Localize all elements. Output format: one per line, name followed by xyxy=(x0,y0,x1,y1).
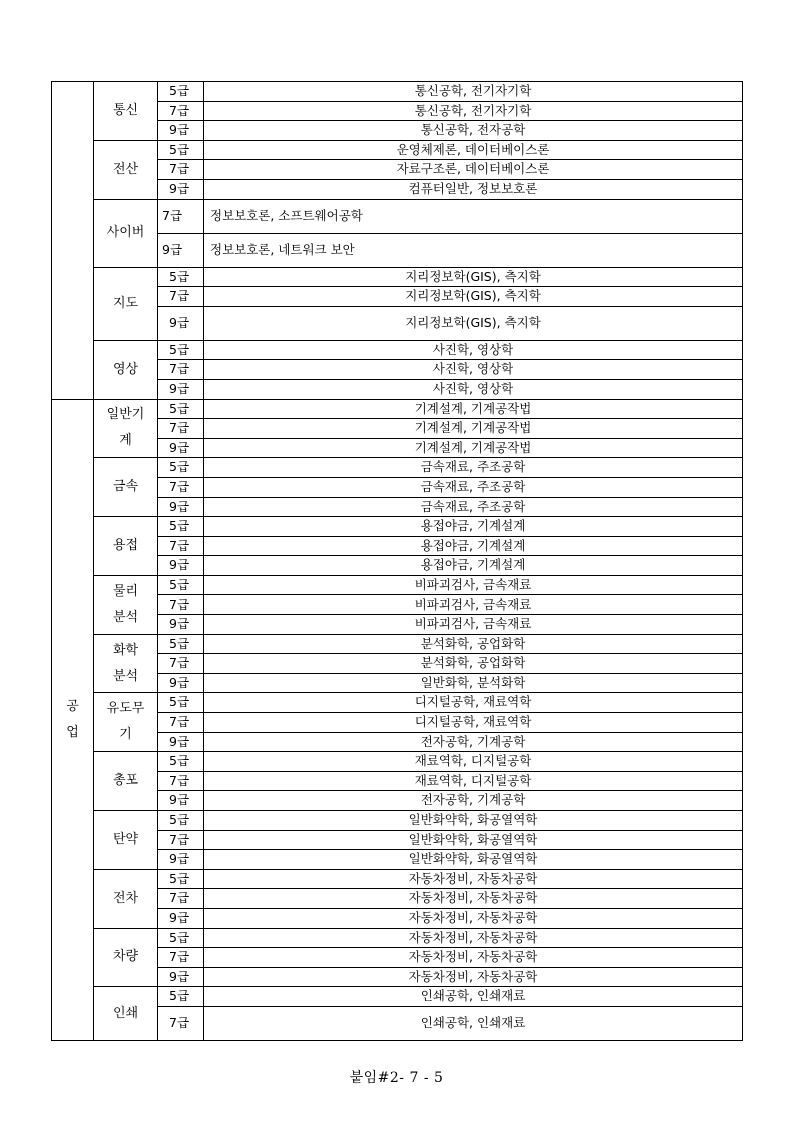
table-row xyxy=(52,869,743,889)
table-row xyxy=(52,140,743,160)
subjects-cell: 지리정보학(GIS), 측지학 xyxy=(204,306,743,340)
grade-cell: 9급 xyxy=(158,121,204,141)
grade-cell: 9급 xyxy=(158,379,204,399)
grade-cell: 7급 xyxy=(158,713,204,733)
subjects-cell: 전자공학, 기계공학 xyxy=(204,732,743,752)
grade-cell: 9급 xyxy=(158,850,204,870)
grade-cell: 5급 xyxy=(158,634,204,654)
grade-cell: 7급 xyxy=(158,419,204,439)
grade-cell: 5급 xyxy=(158,399,204,419)
grade-cell: 7급 xyxy=(158,287,204,307)
table-row xyxy=(52,634,743,654)
grade-cell: 9급 xyxy=(158,673,204,693)
grade-cell: 9급 xyxy=(158,556,204,576)
subjects-cell: 일반화약학, 화공열역학 xyxy=(204,830,743,850)
grade-cell: 5급 xyxy=(158,340,204,360)
grade-cell: 5급 xyxy=(158,517,204,537)
table-row xyxy=(52,752,743,772)
subjects-cell: 일반화약학, 화공열역학 xyxy=(204,811,743,831)
series-cell xyxy=(94,693,158,752)
table-row xyxy=(52,517,743,537)
grade-cell: 7급 xyxy=(158,889,204,909)
series-cell xyxy=(94,199,158,267)
subjects-cell: 디지털공학, 재료역학 xyxy=(204,693,743,713)
grade-cell: 5급 xyxy=(158,458,204,478)
series-label: 일반기 계 xyxy=(106,407,145,449)
table-row xyxy=(52,575,743,595)
subjects-cell: 자동차정비, 자동차공학 xyxy=(204,948,743,968)
grade-cell: 9급 xyxy=(158,908,204,928)
subjects-cell: 분석화학, 공업화학 xyxy=(204,654,743,674)
category-cell xyxy=(52,399,94,1040)
table-row xyxy=(52,928,743,948)
subjects-cell: 비파괴검사, 금속재료 xyxy=(204,575,743,595)
subjects-cell: 컴퓨터일반, 정보보호론 xyxy=(204,179,743,199)
grade-cell: 7급 xyxy=(158,595,204,615)
table-row xyxy=(52,82,743,102)
subjects-cell: 전자공학, 기계공학 xyxy=(204,791,743,811)
grade-cell: 9급 xyxy=(158,732,204,752)
grade-cell: 7급 xyxy=(158,199,204,233)
subjects-cell: 디지털공학, 재료역학 xyxy=(204,713,743,733)
subjects-cell: 재료역학, 디지털공학 xyxy=(204,752,743,772)
series-cell xyxy=(94,634,158,693)
table-row xyxy=(52,987,743,1007)
series-cell xyxy=(94,928,158,987)
subjects-cell: 자동차정비, 자동차공학 xyxy=(204,889,743,909)
grade-cell: 5급 xyxy=(158,869,204,889)
series-label: 차량 xyxy=(112,949,139,965)
page-footer: 붙임#2- 7 - 5 xyxy=(349,1070,444,1086)
subjects-cell: 지리정보학(GIS), 측지학 xyxy=(204,267,743,287)
grade-cell: 5급 xyxy=(158,928,204,948)
series-label: 전차 xyxy=(112,890,139,906)
series-cell xyxy=(94,140,158,199)
subjects-cell: 재료역학, 디지털공학 xyxy=(204,771,743,791)
subjects-cell: 사진학, 영상학 xyxy=(204,340,743,360)
subjects-cell: 금속재료, 주조공학 xyxy=(204,458,743,478)
subjects-cell: 기계설계, 기계공작법 xyxy=(204,438,743,458)
series-label: 전산 xyxy=(112,161,139,177)
series-cell xyxy=(94,575,158,634)
table-row xyxy=(52,267,743,287)
series-label: 총포 xyxy=(112,773,139,789)
series-label: 금속 xyxy=(112,479,139,495)
subjects-cell: 통신공학, 전기자기학 xyxy=(204,101,743,121)
grade-cell: 5급 xyxy=(158,267,204,287)
exam-subject-table xyxy=(51,81,743,1041)
series-label: 유도무 기 xyxy=(106,701,145,743)
table-row xyxy=(52,811,743,831)
series-label: 지도 xyxy=(112,295,139,311)
subjects-cell: 금속재료, 주조공학 xyxy=(204,477,743,497)
series-label: 인쇄 xyxy=(112,1005,139,1021)
grade-cell: 5급 xyxy=(158,987,204,1007)
subjects-cell: 자동차정비, 자동차공학 xyxy=(204,928,743,948)
grade-cell: 7급 xyxy=(158,948,204,968)
grade-cell: 9급 xyxy=(158,306,204,340)
series-label: 영상 xyxy=(112,361,139,377)
grade-cell: 5급 xyxy=(158,752,204,772)
series-label: 탄약 xyxy=(112,831,139,847)
grade-cell: 7급 xyxy=(158,830,204,850)
subjects-cell: 지리정보학(GIS), 측지학 xyxy=(204,287,743,307)
subjects-cell: 인쇄공학, 인쇄재료 xyxy=(204,987,743,1007)
subjects-cell: 자동차정비, 자동차공학 xyxy=(204,908,743,928)
category-label: 공 업 xyxy=(66,698,79,740)
table-row xyxy=(52,399,743,419)
grade-cell: 9급 xyxy=(158,233,204,267)
subjects-cell: 일반화학, 분석화학 xyxy=(204,673,743,693)
series-label: 물리 분석 xyxy=(112,583,139,625)
subjects-cell: 인쇄공학, 인쇄재료 xyxy=(204,1006,743,1040)
series-label: 용접 xyxy=(112,537,139,553)
grade-cell: 9급 xyxy=(158,438,204,458)
subjects-cell: 정보보호론, 소프트웨어공학 xyxy=(204,199,743,233)
subjects-cell: 용접야금, 기계설계 xyxy=(204,517,743,537)
subjects-cell: 사진학, 영상학 xyxy=(204,360,743,380)
series-cell xyxy=(94,811,158,870)
grade-cell: 5급 xyxy=(158,82,204,102)
subjects-cell: 분석화학, 공업화학 xyxy=(204,634,743,654)
subjects-cell: 자동차정비, 자동차공학 xyxy=(204,967,743,987)
table-row xyxy=(52,693,743,713)
series-cell xyxy=(94,82,158,141)
subjects-cell: 자동차정비, 자동차공학 xyxy=(204,869,743,889)
subjects-cell: 정보보호론, 네트워크 보안 xyxy=(204,233,743,267)
series-cell xyxy=(94,267,158,340)
series-cell xyxy=(94,340,158,399)
subjects-cell: 통신공학, 전기자기학 xyxy=(204,82,743,102)
table-row xyxy=(52,199,743,233)
grade-cell: 5급 xyxy=(158,811,204,831)
category-cell xyxy=(52,82,94,400)
grade-cell: 9급 xyxy=(158,791,204,811)
series-cell xyxy=(94,869,158,928)
subjects-cell: 비파괴검사, 금속재료 xyxy=(204,595,743,615)
series-label: 사이버 xyxy=(106,225,145,241)
grade-cell: 9급 xyxy=(158,497,204,517)
subjects-cell: 용접야금, 기계설계 xyxy=(204,536,743,556)
subjects-cell: 자료구조론, 데이터베이스론 xyxy=(204,160,743,180)
subjects-cell: 통신공학, 전자공학 xyxy=(204,121,743,141)
subjects-cell: 운영체제론, 데이터베이스론 xyxy=(204,140,743,160)
grade-cell: 5급 xyxy=(158,575,204,595)
series-cell xyxy=(94,399,158,458)
series-cell xyxy=(94,517,158,576)
subjects-cell: 용접야금, 기계설계 xyxy=(204,556,743,576)
table-row xyxy=(52,340,743,360)
table-row xyxy=(52,458,743,478)
grade-cell: 7급 xyxy=(158,654,204,674)
grade-cell: 9급 xyxy=(158,967,204,987)
subjects-cell: 비파괴검사, 금속재료 xyxy=(204,615,743,635)
subjects-cell: 금속재료, 주조공학 xyxy=(204,497,743,517)
grade-cell: 7급 xyxy=(158,160,204,180)
series-cell xyxy=(94,987,158,1041)
series-cell xyxy=(94,752,158,811)
grade-cell: 7급 xyxy=(158,477,204,497)
grade-cell: 9급 xyxy=(158,179,204,199)
subjects-cell: 사진학, 영상학 xyxy=(204,379,743,399)
series-cell xyxy=(94,458,158,517)
subjects-cell: 기계설계, 기계공작법 xyxy=(204,419,743,439)
grade-cell: 7급 xyxy=(158,771,204,791)
series-label: 통신 xyxy=(112,102,139,118)
grade-cell: 7급 xyxy=(158,101,204,121)
grade-cell: 7급 xyxy=(158,536,204,556)
grade-cell: 5급 xyxy=(158,693,204,713)
grade-cell: 7급 xyxy=(158,1006,204,1040)
series-label: 화학 분석 xyxy=(112,642,139,684)
subjects-cell: 일반화약학, 화공열역학 xyxy=(204,850,743,870)
grade-cell: 7급 xyxy=(158,360,204,380)
grade-cell: 9급 xyxy=(158,615,204,635)
grade-cell: 5급 xyxy=(158,140,204,160)
subjects-cell: 기계설계, 기계공작법 xyxy=(204,399,743,419)
